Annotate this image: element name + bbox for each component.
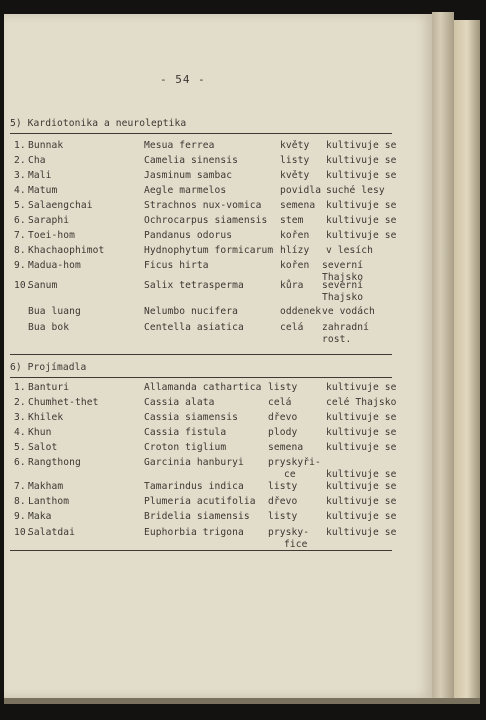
habitat-note: celé Thajsko [326, 397, 397, 408]
latin-plant-name: Allamanda cathartica [144, 382, 262, 393]
local-plant-name: Mali [28, 170, 52, 181]
row-number: 2. [14, 155, 26, 166]
plant-part-used: listy [268, 511, 298, 522]
row-number: 1. [14, 382, 26, 393]
row-number: 4. [14, 185, 26, 196]
row-number: 9. [14, 260, 26, 271]
row-number: 10. [14, 527, 32, 538]
habitat-note: v lesích [326, 245, 374, 256]
local-plant-name: Toei-hom [28, 230, 76, 241]
latin-plant-name: Camelia sinensis [144, 155, 239, 166]
habitat-note: kultivuje se [326, 427, 397, 438]
latin-plant-name: Ficus hirta [144, 260, 209, 271]
book-bottom-edge [4, 698, 480, 704]
plant-part-used: hlízy [280, 245, 310, 256]
row-number: 2. [14, 397, 26, 408]
latin-plant-name: Mesua ferrea [144, 140, 215, 151]
habitat-note: suché lesy [326, 185, 385, 196]
local-plant-name: Khilek [28, 412, 64, 423]
local-plant-name: Bunnak [28, 140, 64, 151]
row-number: 3. [14, 412, 26, 423]
habitat-note: kultivuje se [326, 481, 397, 492]
habitat-note: kultivuje se [326, 511, 397, 522]
habitat-note: kultivuje se [326, 442, 397, 453]
row-number: 8. [14, 245, 26, 256]
local-plant-name: Maka [28, 511, 52, 522]
page-number: - 54 - [160, 73, 206, 86]
book-cover-edge [454, 20, 480, 700]
habitat-note: kultivuje se [326, 140, 397, 151]
row-number: 8. [14, 496, 26, 507]
plant-part-used-continued: ce [284, 469, 296, 480]
plant-part-used: celá [268, 397, 292, 408]
local-plant-name: Saraphi [28, 215, 70, 226]
section-heading-cardiotonics: 5) Kardiotonika a neuroleptika [10, 118, 187, 129]
latin-plant-name: Garcinia hanburyi [144, 457, 244, 468]
latin-plant-name: Hydnophytum formicarum [144, 245, 274, 256]
plant-part-used: semena [280, 200, 316, 211]
local-plant-name: Matum [28, 185, 58, 196]
latin-plant-name: Centella asiatica [144, 322, 244, 333]
latin-plant-name: Bridelia siamensis [144, 511, 250, 522]
latin-plant-name: Jasminum sambac [144, 170, 233, 181]
latin-plant-name: Euphorbia trigona [144, 527, 244, 538]
row-number: 5. [14, 200, 26, 211]
paper-page [4, 14, 432, 698]
habitat-note: kultivuje se [326, 382, 397, 393]
latin-plant-name: Pandanus odorus [144, 230, 233, 241]
local-plant-name: Lanthom [28, 496, 70, 507]
habitat-note-continued: Thajsko [322, 272, 364, 283]
latin-plant-name: Salix tetrasperma [144, 280, 244, 291]
local-plant-name: Rangthong [28, 457, 81, 468]
row-number: 7. [14, 230, 26, 241]
row-number: 4. [14, 427, 26, 438]
section-bottom-rule [10, 550, 392, 551]
local-plant-name: Madua-hom [28, 260, 81, 271]
local-plant-name: Chumhet-thet [28, 397, 99, 408]
row-number: 10. [14, 280, 32, 291]
page-block-edge [432, 12, 454, 700]
habitat-note: zahradní [322, 322, 370, 333]
local-plant-name: Salot [28, 442, 58, 453]
habitat-note: severní [322, 260, 364, 271]
section-top-rule [10, 377, 392, 378]
plant-part-used: listy [280, 155, 310, 166]
section-bottom-rule [10, 354, 392, 355]
latin-plant-name: Croton tiglium [144, 442, 227, 453]
plant-part-used: listy [268, 382, 298, 393]
local-plant-name: Khun [28, 427, 52, 438]
local-plant-name: Bua bok [28, 322, 70, 333]
local-plant-name: Cha [28, 155, 46, 166]
section-top-rule [10, 133, 392, 134]
local-plant-name: Salatdai [28, 527, 76, 538]
latin-plant-name: Tamarindus indica [144, 481, 244, 492]
habitat-note: kultivuje se [326, 230, 397, 241]
row-number: 1. [14, 140, 26, 151]
plant-part-used: dřevo [268, 496, 298, 507]
plant-part-used: oddenek [280, 306, 322, 317]
plant-part-used: kořen [280, 230, 310, 241]
habitat-note: kultivuje se [326, 527, 397, 538]
plant-part-used: květy [280, 170, 310, 181]
local-plant-name: Bua luang [28, 306, 81, 317]
latin-plant-name: Aegle marmelos [144, 185, 227, 196]
plant-part-used: plody [268, 427, 298, 438]
habitat-note: kultivuje se [326, 412, 397, 423]
latin-plant-name: Cassia fistula [144, 427, 227, 438]
latin-plant-name: Cassia alata [144, 397, 215, 408]
plant-part-used: prysky- [268, 527, 310, 538]
latin-plant-name: Ochrocarpus siamensis [144, 215, 268, 226]
plant-part-used: povidla [280, 185, 322, 196]
plant-part-used: dřevo [268, 412, 298, 423]
local-plant-name: Sanum [28, 280, 58, 291]
row-number: 6. [14, 215, 26, 226]
row-number: 9. [14, 511, 26, 522]
plant-part-used: semena [268, 442, 304, 453]
plant-part-used: kůra [280, 280, 304, 291]
habitat-note: kultivuje se [326, 496, 397, 507]
habitat-note: kultivuje se [326, 469, 397, 480]
plant-part-used-continued: fice [284, 539, 308, 550]
plant-part-used: listy [268, 481, 298, 492]
latin-plant-name: Cassia siamensis [144, 412, 239, 423]
habitat-note: kultivuje se [326, 200, 397, 211]
plant-part-used: pryskyři- [268, 457, 321, 468]
habitat-note: kultivuje se [326, 155, 397, 166]
habitat-note: severní [322, 280, 364, 291]
local-plant-name: Banturi [28, 382, 70, 393]
plant-part-used: květy [280, 140, 310, 151]
row-number: 6. [14, 457, 26, 468]
plant-part-used: celá [280, 322, 304, 333]
row-number: 5. [14, 442, 26, 453]
row-number: 7. [14, 481, 26, 492]
latin-plant-name: Plumeria acutifolia [144, 496, 256, 507]
habitat-note-continued: Thajsko [322, 292, 364, 303]
habitat-note: kultivuje se [326, 215, 397, 226]
local-plant-name: Salaengchai [28, 200, 93, 211]
latin-plant-name: Nelumbo nucifera [144, 306, 239, 317]
plant-part-used: kořen [280, 260, 310, 271]
row-number: 3. [14, 170, 26, 181]
habitat-note-continued: rost. [322, 334, 352, 345]
local-plant-name: Makham [28, 481, 64, 492]
local-plant-name: Khachaophimot [28, 245, 105, 256]
habitat-note: ve vodách [322, 306, 375, 317]
habitat-note: kultivuje se [326, 170, 397, 181]
section-heading-laxatives: 6) Projímadla [10, 362, 87, 373]
latin-plant-name: Strachnos nux-vomica [144, 200, 262, 211]
plant-part-used: stem [280, 215, 304, 226]
